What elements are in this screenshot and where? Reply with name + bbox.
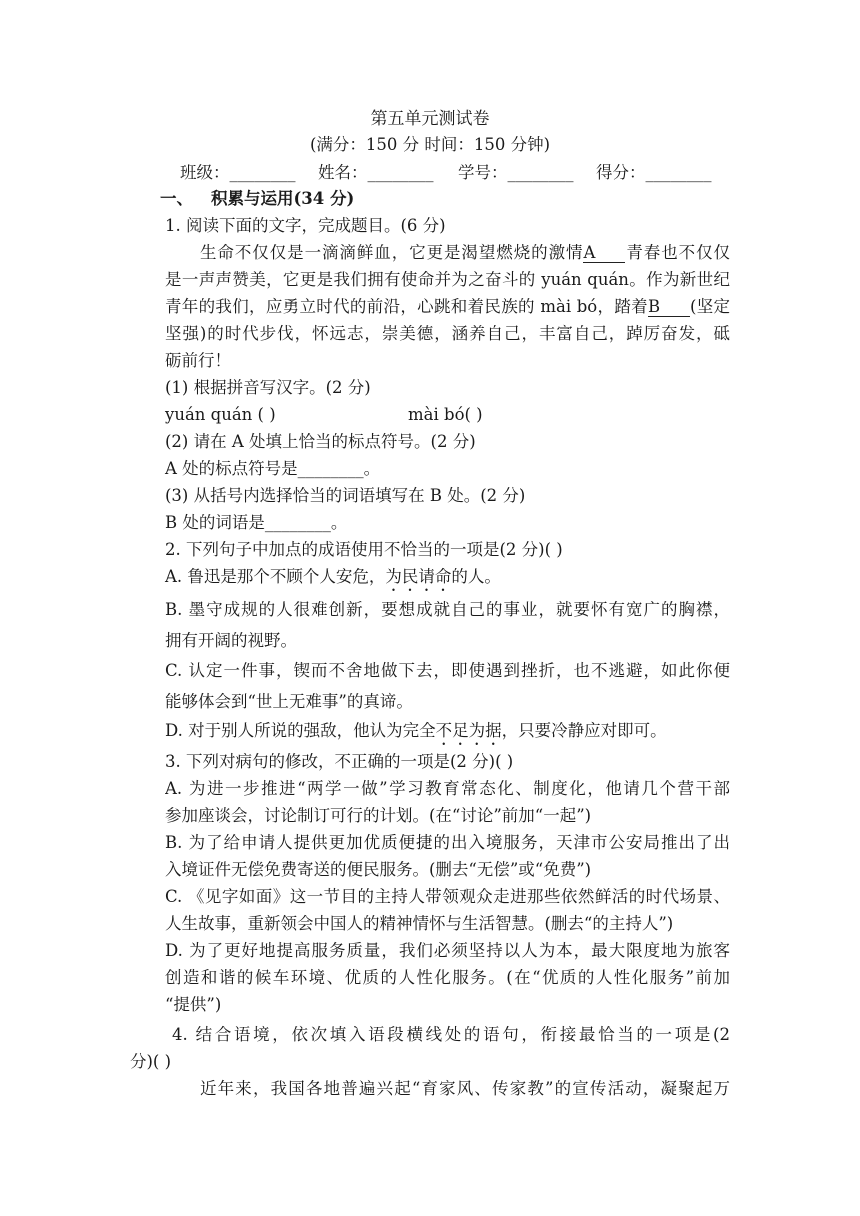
info-class-blank: ________: [229, 163, 296, 182]
q2-option-a[interactable]: [165, 566, 501, 595]
q1-stem: 1. 阅读下面的文字，完成题目。(6 分): [165, 216, 446, 235]
page-title: 第五单元测试卷: [370, 109, 490, 129]
q3-option-c[interactable]: C. 《见字如面》这一节目的主持人带领观众走进那些依然鲜活的时代场景、: [165, 887, 730, 906]
q1-sub3-answer[interactable]: B 处的词语是________。: [165, 513, 348, 532]
q1-sub1: (1) 根据拼音写汉字。(2 分): [165, 378, 371, 397]
info-name-blank: ________: [367, 163, 434, 182]
q2-option-c[interactable]: [165, 660, 730, 682]
q2-option-d[interactable]: [165, 720, 667, 749]
option-text: D. 对于别人所说的强敌，他认为完全: [165, 721, 436, 740]
q3-option-d[interactable]: D. 为了更好地提高服务质量，我们必须坚持以人为本，最大限度地为旅客: [165, 941, 730, 960]
q1-passage-text: 青春也不仅仅: [625, 243, 730, 262]
q4-passage-line1: 近年来，我国各地普遍兴起“育家风、传家教”的宣传活动，凝聚起万: [200, 1079, 730, 1098]
section-number: 一、: [160, 189, 193, 208]
blank-a: A: [583, 244, 625, 263]
info-score-blank: ________: [645, 163, 712, 182]
q1-passage-line4: 坚强)的时代步伐，怀远志，崇美德，涵养自己，丰富自己，踔厉奋发，砥: [165, 324, 730, 343]
section-title: 积累与运用(34 分): [211, 189, 355, 208]
info-class-label: 班级：: [180, 163, 230, 182]
q3-option-d-line3: “提供”): [165, 995, 222, 1014]
q1-passage-line3: [165, 296, 730, 318]
q3-option-a-line2: 参加座谈会，讨论制订可行的计划。(在“讨论”前加“一起”): [165, 806, 592, 825]
blank-b: B: [648, 298, 690, 317]
q3-option-c-line2: 人生故事，重新领会中国人的精神情怀与生活智慧。(删去“的主持人”): [165, 914, 674, 933]
dotted-idiom: 墨守成规: [188, 600, 259, 619]
q1-sub3: (3) 从括号内选择恰当的词语填写在 B 处。(2 分): [165, 486, 526, 505]
info-number: [458, 162, 574, 184]
q3-option-b[interactable]: B. 为了给申请人提供更加优质便捷的出入境服务，天津市公安局推出了出: [165, 833, 730, 852]
q2-option-b-line2: 拥有开阔的视野。: [165, 631, 297, 650]
q1-sub1-answer-a[interactable]: yuán quán ( ): [165, 405, 276, 424]
info-number-label: 学号：: [458, 163, 508, 182]
option-text: B.: [165, 600, 189, 619]
q1-passage-line5: 砺前行！: [165, 351, 231, 370]
q1-passage-line2: 是一声声赞美，它更是我们拥有使命并为之奋斗的 yuán quán。作为新世纪: [165, 270, 730, 289]
q1-passage-text: 青年的我们，应勇立时代的前沿，心跳和着民族的 mài bó，踏着: [165, 297, 648, 316]
q1-passage-line1: [200, 242, 730, 264]
info-number-blank: ________: [507, 163, 574, 182]
option-text: 地做下去，即使遇到挫折，也不逃避，如此你便: [363, 661, 730, 680]
q2-stem: 2. 下列句子中加点的成语使用不恰当的一项是(2 分)( ): [165, 540, 563, 559]
q1-sub2-answer[interactable]: A 处的标点符号是________。: [165, 459, 381, 478]
dotted-idiom: 不足为据: [435, 721, 502, 740]
q3-option-a[interactable]: A. 为进一步推进“两学一做”学习教育常态化、制度化，他请几个营干部: [165, 779, 730, 798]
option-text: 的人很难创新，要想成就自己的事业，就要怀有宽广的胸襟，: [258, 600, 730, 619]
q1-passage-text: 生命不仅仅是一滴滴鲜血，它更是渴望燃烧的激情: [200, 243, 584, 262]
option-text: A. 鲁迅是那个不顾个人安危，: [165, 567, 386, 586]
info-score: [596, 162, 712, 184]
q2-option-c-line2: 能够体会到“世上无难事”的真谛。: [165, 692, 413, 711]
q4-stem-line2: 分)( ): [130, 1052, 172, 1071]
q3-option-b-line2: 入境证件无偿免费寄送的便民服务。(删去“无偿”或“免费”): [165, 860, 592, 879]
dotted-idiom: 锲而不舍: [293, 661, 364, 680]
q1-sub1-answer-b[interactable]: mài bó( ): [408, 405, 483, 424]
option-text: 的人。: [451, 567, 501, 586]
page-subtitle: (满分：150 分 时间：150 分钟): [309, 135, 551, 154]
info-class: [180, 162, 296, 184]
q1-passage-text: (坚定: [689, 297, 730, 316]
info-name-label: 姓名：: [318, 163, 368, 182]
q4-stem: 4. 结合语境，依次填入语段横线处的语句，衔接最恰当的一项是(2: [172, 1025, 730, 1044]
section-heading: [160, 188, 354, 210]
option-text: ，只要冷静应对即可。: [501, 721, 667, 740]
q3-stem: 3. 下列对病句的修改，不正确的一项是(2 分)( ): [165, 752, 514, 771]
q2-option-b[interactable]: [165, 599, 730, 621]
info-score-label: 得分：: [596, 163, 646, 182]
option-text: C. 认定一件事，: [165, 661, 294, 680]
dotted-idiom: 为民请命: [385, 567, 452, 586]
info-name: [318, 162, 434, 184]
q1-sub2: (2) 请在 A 处填上恰当的标点符号。(2 分): [165, 432, 476, 451]
q3-option-d-line2: 创造和谐的候车环境、优质的人性化服务。(在“优质的人性化服务”前加: [165, 968, 730, 987]
